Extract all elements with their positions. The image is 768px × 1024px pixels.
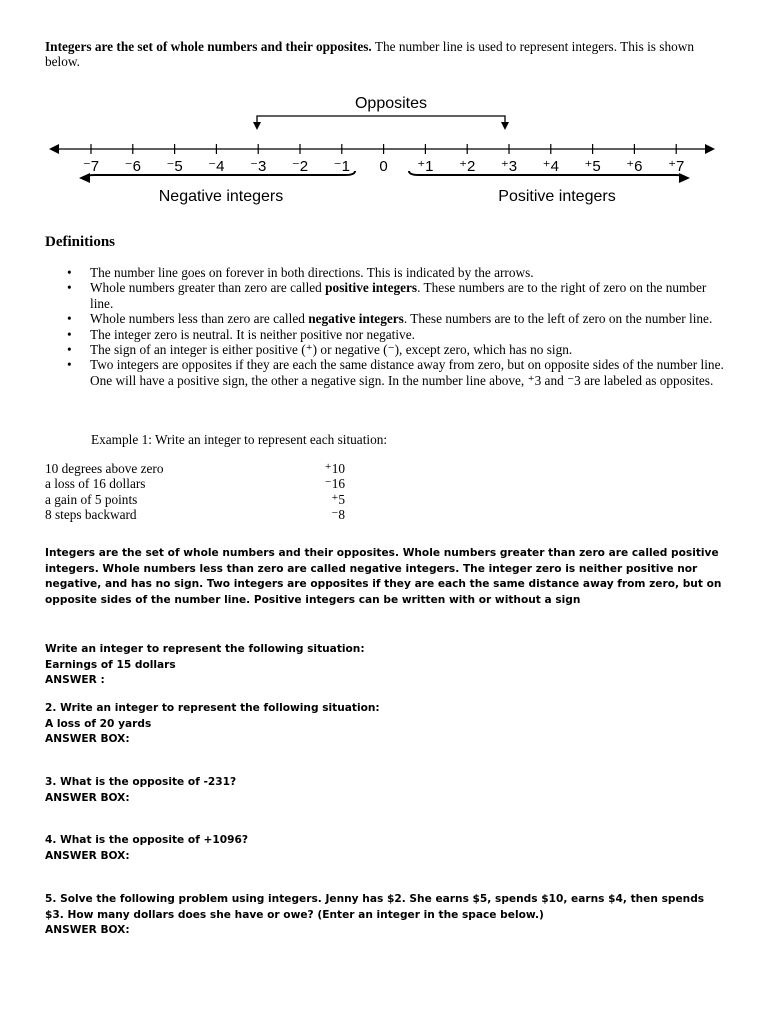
example-value: ⁻16 [324,476,345,492]
question-prompt: 3. What is the opposite of -231? [45,776,237,788]
axis-arrow-right [705,144,715,154]
opposites-label: Opposites [354,95,428,112]
example-situation: 8 steps backward [45,507,137,523]
tick-labels [83,158,684,175]
answer-box-label[interactable]: ANSWER BOX: [45,849,130,862]
number-line-diagram [45,86,720,211]
tick-label: ⁻4 [208,158,225,175]
answer-box-label[interactable]: ANSWER BOX: [45,791,130,804]
question-1 [45,642,725,689]
example-row [45,476,345,491]
tick-label: ⁻5 [166,158,183,175]
definitions-list [67,265,727,388]
definition-item [67,280,727,311]
example-value: ⁺5 [331,491,345,507]
intro-text: The number line is used to represent integers. This is shown below. [45,39,695,70]
definition-item [67,357,727,388]
tick-label: ⁺5 [584,158,601,175]
definition-term: negative integers [308,311,404,327]
question-5 [45,892,725,939]
positive-brace-arrow [679,173,690,183]
definition-item [67,327,727,342]
tick-label: ⁻2 [291,158,309,175]
example-value: ⁻8 [331,507,345,523]
definition-text: . These numbers are to the right of zero on the number line. [90,280,707,311]
definition-text: The number line goes on forever in both directions. This is indicated by the arrows. [90,265,534,280]
question-3 [45,775,725,806]
positive-integers-label: Positive integers [498,188,616,205]
opposites-arrow-left [253,122,261,130]
question-prompt: 2. Write an integer to represent the following situation: [45,702,380,714]
definition-text: Two integers are opposites if they are each the same distance away from zero, but on opposite sides of the number line. One will have a positive sign, the other a negative sign. In the number line above, ⁺3 and ⁻3 are labeled as opposites. [90,357,724,388]
question-4 [45,833,725,864]
definition-text: The integer zero is neutral. It is neither positive nor negative. [90,326,415,342]
definition-item [67,311,727,326]
example-row [45,492,345,507]
tick-label: 0 [379,158,388,175]
opposites-bracket [257,116,505,126]
answer-label[interactable]: ANSWER : [45,674,105,687]
example-table [45,461,345,523]
tick-label: ⁺3 [500,158,518,175]
tick-label: ⁺2 [459,158,476,175]
question-prompt: Write an integer to represent the following situation: [45,643,365,655]
definitions-heading: Definitions [45,234,116,250]
question-prompt: 5. Solve the following problem using integers. Jenny has $2. She earns $5, spends $10, earns $4, then spends $3. How many dollars does she have or owe? (Enter an integer in the space below.) [45,893,705,921]
question-detail: A loss of 20 yards [45,717,152,730]
summary-paragraph: Integers are the set of whole numbers and their opposites. Whole numbers greater than zero are called positive integers. Whole numbers less than zero are called negative integers. The integer zero is neither positive nor negative, and has no sign. Two integers are opposites if they are each the same distance away from zero, but on opposite sides of the number line. Positive integers can be written with or without a sign [45,547,722,606]
tick-label: ⁻1 [333,158,350,175]
definition-text: Whole numbers less than zero are called [90,311,309,327]
tick-label: ⁺6 [626,158,643,175]
definition-item [67,265,727,280]
answer-box-label[interactable]: ANSWER BOX: [45,733,130,746]
definition-term: positive integers [325,280,418,296]
example-situation: 10 degrees above zero [45,461,164,476]
intro-paragraph [45,39,725,70]
question-prompt: 4. What is the opposite of +1096? [45,834,248,846]
opposites-arrow-right [501,122,509,130]
tick-label: ⁺4 [542,158,559,175]
tick-label: ⁺7 [668,158,685,175]
answer-box-label[interactable]: ANSWER BOX: [45,924,130,937]
example-situation: a gain of 5 points [45,491,138,507]
definition-text: The sign of an integer is either positive (⁺) or negative (⁻), except zero, which has no sign. [90,342,573,358]
definition-text: . These numbers are to the left of zero on the number line. [403,311,713,327]
example-value: ⁺10 [324,461,345,476]
definition-text: Whole numbers greater than zero are called [90,280,326,296]
question-2 [45,701,725,748]
intro-bold-text: Integers are the set of whole numbers and their opposites. [45,39,372,54]
tick-label: ⁺1 [417,158,434,175]
question-detail: Earnings of 15 dollars [45,658,176,671]
example-row [45,507,345,522]
axis-arrow-left [49,144,59,154]
example-title: Example 1: Write an integer to represent each situation: [91,432,388,447]
example-situation: a loss of 16 dollars [45,476,146,492]
tick-label: ⁻7 [82,158,100,175]
tick-label: ⁻3 [250,158,267,175]
definition-item [67,342,727,357]
example-row [45,461,345,476]
tick-label: ⁻6 [124,158,141,175]
negative-integers-label: Negative integers [158,188,284,205]
